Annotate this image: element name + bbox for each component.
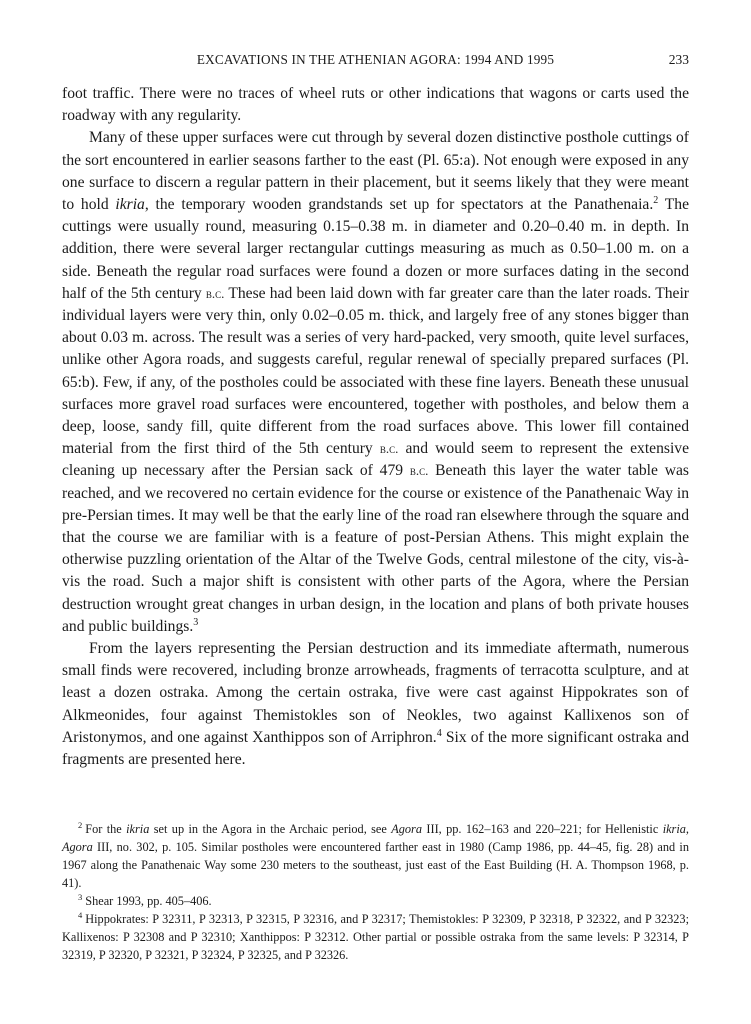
era-bc: b.c.	[205, 285, 225, 301]
paragraph-2-text-b: , the temporary wooden grandstands set up for spectators at the Panathenaia.	[144, 196, 654, 214]
paragraph-2-text-c: The cuttings were usually round, measuring 0.15–0.38 m. in diameter and 0.20–0.40 m. in depth. In addition, there were several larger rectangular cuttings measuring as much as 0.50–1.00 m. on a side. Beneath the regular road surfaces were found a dozen or more surfaces dating in the second half of the 5th century	[62, 196, 689, 302]
era-bc: b.c.	[409, 463, 429, 479]
footnote-2-term-agora: Agora	[391, 822, 422, 836]
footnote-3	[62, 892, 689, 910]
footnote-ref-3[interactable]: 3	[193, 616, 199, 628]
paragraph-2-text-a: Many of these upper surfaces were cut through by several dozen distinctive posthole cuttings of the sort encountered in earlier seasons farther to the east (Pl. 65:a). Not enough were exposed in any one surface to discern a regular pattern in their placement, but it seems likely that they were meant to hold	[62, 129, 689, 214]
paragraph-3-text-b: Six of the more significant ostraka and fragments are presented here.	[62, 728, 689, 769]
footnote-2-text-b: set up in the Agora in the Archaic period, see	[149, 822, 392, 836]
footnote-ref-4[interactable]: 4	[436, 727, 442, 739]
paragraph-2-text-f: Beneath this layer the water table was reached, and we recovered no certain evidence for the course or existence of the Panathenaic Way in pre-Persian times. It may well be that the early line of the road ran elsewhere through the square and that the course we are familiar with is a feature of post-Persian Athens. This might explain the otherwise puzzling orientation of the Altar of the Twelve Gods, central milestone of the city, vis-à-vis the road. Such a major shift is consistent with other parts of the Agora, where the Persian destruction wrought great changes in urban design, in the location and plans of both private houses and public buildings.	[62, 462, 689, 635]
footnote-2-text-c: III, pp. 162–163 and 220–221; for Hellenistic	[422, 822, 663, 836]
paragraph-3-text-a: From the layers representing the Persian destruction and its immediate aftermath, numerous small finds were recovered, including bronze arrowheads, fragments of terracotta sculpture, and at least a dozen ostraka. Among the certain ostraka, five were cast against Hippokrates son of Alkmeonides, four against Themistokles son of Neokles, two against Kallixenos son of Aristonymos, and one against Xanthippos son of Arriphron.	[62, 640, 689, 746]
footnote-2-term-ikria-agora: ikria, Agora	[62, 822, 689, 854]
era-bc: b.c.	[379, 441, 399, 457]
paragraph-1-text: foot traffic. There were no traces of wheel ruts or other indications that wagons or carts used the roadway with any regularity.	[62, 85, 689, 125]
footnote-2-term-ikria: ikria	[126, 822, 150, 836]
paragraph-1	[62, 83, 689, 127]
footnote-4	[62, 910, 689, 964]
footnote-2-text-a: For the	[85, 822, 127, 836]
footnotes	[62, 820, 689, 964]
paragraph-3	[62, 638, 689, 771]
footnote-mark-4: 4	[78, 910, 83, 920]
footnote-mark-3: 3	[78, 892, 83, 902]
main-text	[62, 83, 689, 771]
footnote-4-text: Hippokrates: P 32311, P 32313, P 32315, P 32316, and P 32317; Themistokles: P 32309, P 32318, P 32322, and P 32323; Kallixenos: P 32308 and P 32310; Xanthippos: P 32312. Other partial or possible ostraka from the same levels: P 32314, P 32319, P 32320, P 32321, P 32324, P 32325, and P 32326.	[62, 912, 689, 962]
paragraph-2-text-d: These had been laid down with far greater care than the later roads. Their individual layers were very thin, only 0.02–0.05 m. thick, and largely free of any stones bigger than about 0.03 m. across. The result was a series of very hard-packed, very smooth, quite level surfaces, unlike other Agora roads, and suggests careful, regular renewal of specially prepared surfaces (Pl. 65:b). Few, if any, of the postholes could be associated with these fine layers. Beneath these unusual surfaces more gravel road surfaces were encountered, together with postholes, and below them a deep, loose, sandy fill, quite different from the road surfaces above. This lower fill contained material from the first third of the 5th century	[62, 284, 689, 458]
running-head: EXCAVATIONS IN THE ATHENIAN AGORA: 1994 AND 1995	[196, 52, 555, 67]
footnote-ref-2[interactable]: 2	[653, 195, 659, 207]
footnote-3-text: Shear 1993, pp. 405–406.	[85, 894, 212, 908]
page-number: 233	[668, 52, 689, 67]
footnote-2-text-d: III, no. 302, p. 105. Similar postholes were encountered farther east in 1980 (Camp 1986, pp. 44–45, fig. 28) and in 1967 along the Panathenaic Way some 230 meters to the southeast, just east of the East Building (H. A. Thompson 1968, p. 41).	[62, 840, 689, 890]
footnote-2	[62, 820, 689, 892]
term-ikria: ikria	[115, 196, 145, 214]
page-header	[62, 52, 689, 74]
paragraph-2-text-e: and would seem to represent the extensive cleaning up necessary after the Persian sack of 479	[62, 440, 689, 480]
footnote-mark-2: 2	[78, 820, 83, 830]
paragraph-2	[62, 127, 689, 638]
